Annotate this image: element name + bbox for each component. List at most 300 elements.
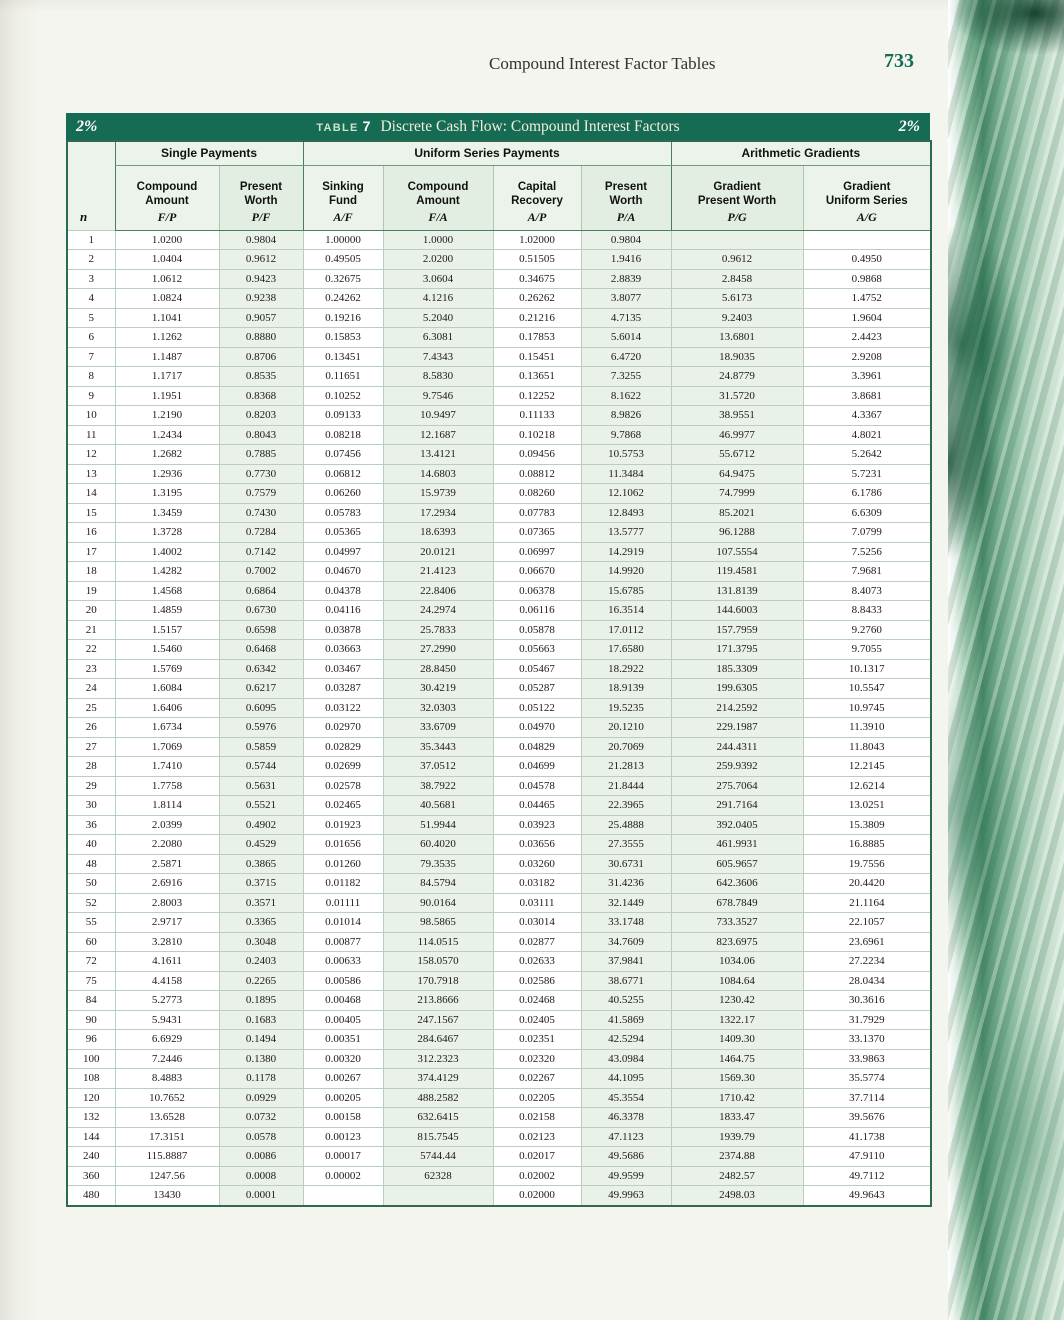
- factor-value: 158.0570: [383, 952, 493, 972]
- factor-value: 0.0732: [219, 1108, 303, 1128]
- factor-value: 44.1095: [581, 1069, 671, 1089]
- factor-value: 1.7069: [115, 737, 219, 757]
- factor-value: 392.0405: [671, 815, 803, 835]
- factor-value: 1.0200: [115, 230, 219, 250]
- n-value: 18: [67, 562, 115, 582]
- n-value: 4: [67, 289, 115, 309]
- factor-value: 14.2919: [581, 542, 671, 562]
- factor-value: 28.0434: [803, 971, 931, 991]
- factor-value: 0.00877: [303, 932, 383, 952]
- table-row: [67, 1108, 931, 1128]
- table-title-bar: [66, 113, 930, 140]
- factor-value: 0.05122: [493, 698, 581, 718]
- factor-value: 31.5720: [671, 386, 803, 406]
- table-row: [67, 1088, 931, 1108]
- factor-value: 8.8433: [803, 601, 931, 621]
- factor-value: 0.11651: [303, 367, 383, 387]
- table-row: [67, 718, 931, 738]
- factor-value: 74.7999: [671, 484, 803, 504]
- factor-value: 30.3616: [803, 991, 931, 1011]
- factor-value: 0.03656: [493, 835, 581, 855]
- factor-value: 30.6731: [581, 854, 671, 874]
- table-row: [67, 523, 931, 543]
- factor-value: 0.09133: [303, 406, 383, 426]
- factor-value: 19.5235: [581, 698, 671, 718]
- factor-value: 4.1216: [383, 289, 493, 309]
- factor-value: 1.1041: [115, 308, 219, 328]
- n-value: 25: [67, 698, 115, 718]
- factor-value: 0.3865: [219, 854, 303, 874]
- factor-value: 1.6084: [115, 679, 219, 699]
- table-row: [67, 250, 931, 270]
- factor-value: 39.5676: [803, 1108, 931, 1128]
- factor-value: 11.8043: [803, 737, 931, 757]
- factor-value: 0.05287: [493, 679, 581, 699]
- factor-value: 98.5865: [383, 913, 493, 933]
- factor-value: 9.2403: [671, 308, 803, 328]
- factor-value: 1.2682: [115, 445, 219, 465]
- factor-value: 96.1288: [671, 523, 803, 543]
- factor-value: 2374.88: [671, 1147, 803, 1167]
- factor-value: 27.2234: [803, 952, 931, 972]
- factor-value: 0.00405: [303, 1010, 383, 1030]
- factor-value: 7.9681: [803, 562, 931, 582]
- factor-value: 0.1178: [219, 1069, 303, 1089]
- factor-value: 0.15451: [493, 347, 581, 367]
- factor-value: 7.0799: [803, 523, 931, 543]
- factor-value: 823.6975: [671, 932, 803, 952]
- n-value: 72: [67, 952, 115, 972]
- factor-value: 16.3514: [581, 601, 671, 621]
- factor-value: 0.13451: [303, 347, 383, 367]
- factor-value: 20.0121: [383, 542, 493, 562]
- factor-value: 47.1123: [581, 1127, 671, 1147]
- n-value: 7: [67, 347, 115, 367]
- factor-value: 0.6468: [219, 640, 303, 660]
- factor-value: 185.3309: [671, 659, 803, 679]
- factor-value: 0.01182: [303, 874, 383, 894]
- factor-value: 2.8839: [581, 269, 671, 289]
- factor-value: 0.00633: [303, 952, 383, 972]
- table-row: [67, 971, 931, 991]
- factor-value: 733.3527: [671, 913, 803, 933]
- column-header: Present Worth P/F: [219, 165, 303, 230]
- factor-value: 10.9497: [383, 406, 493, 426]
- factor-value: 22.1057: [803, 913, 931, 933]
- factor-value: 0.04465: [493, 796, 581, 816]
- table-row: [67, 815, 931, 835]
- factor-value: 0.00002: [303, 1166, 383, 1186]
- factor-value: 6.4720: [581, 347, 671, 367]
- factor-value: 11.3910: [803, 718, 931, 738]
- factor-value: 30.4219: [383, 679, 493, 699]
- table-row: [67, 484, 931, 504]
- factor-value: 0.8880: [219, 328, 303, 348]
- factor-value: 0.0008: [219, 1166, 303, 1186]
- factor-value: 0.7579: [219, 484, 303, 504]
- factor-value: 1.0000: [383, 230, 493, 250]
- factor-value: 0.6598: [219, 620, 303, 640]
- factor-value: 6.3081: [383, 328, 493, 348]
- factor-value: 0.02320: [493, 1049, 581, 1069]
- table-row: [67, 464, 931, 484]
- table-row: [67, 386, 931, 406]
- factor-value: 23.6961: [803, 932, 931, 952]
- table-row: [67, 991, 931, 1011]
- factor-value: 0.06260: [303, 484, 383, 504]
- factor-value: 5.6173: [671, 289, 803, 309]
- factor-value: 15.6785: [581, 581, 671, 601]
- factor-value: 229.1987: [671, 718, 803, 738]
- factor-value: 0.07365: [493, 523, 581, 543]
- factor-value: 1.3459: [115, 503, 219, 523]
- factor-value: 0.06670: [493, 562, 581, 582]
- factor-value: 0.05365: [303, 523, 383, 543]
- factor-value: 25.7833: [383, 620, 493, 640]
- factor-value: 2482.57: [671, 1166, 803, 1186]
- group-header: Single Payments: [115, 141, 303, 165]
- factor-value: 144.6003: [671, 601, 803, 621]
- n-value: 17: [67, 542, 115, 562]
- factor-value: 19.7556: [803, 854, 931, 874]
- factor-value: 0.08218: [303, 425, 383, 445]
- n-value: 15: [67, 503, 115, 523]
- factor-value: 17.2934: [383, 503, 493, 523]
- page-edge-texture: [948, 0, 1064, 1320]
- factor-value: 32.0303: [383, 698, 493, 718]
- factor-value: 1.5460: [115, 640, 219, 660]
- factor-value: 0.02017: [493, 1147, 581, 1167]
- page-number: 733: [884, 50, 914, 72]
- factor-value: [383, 1186, 493, 1206]
- n-value: 1: [67, 230, 115, 250]
- factor-value: 1.0612: [115, 269, 219, 289]
- factor-value: 46.3378: [581, 1108, 671, 1128]
- table-row: [67, 367, 931, 387]
- factor-value: 0.04378: [303, 581, 383, 601]
- column-header: Gradient Uniform Series A/G: [803, 165, 931, 230]
- factor-value: 0.00468: [303, 991, 383, 1011]
- factor-value: 0.00017: [303, 1147, 383, 1167]
- factor-value: 4.3367: [803, 406, 931, 426]
- factor-value: 22.8406: [383, 581, 493, 601]
- factor-value: 33.1370: [803, 1030, 931, 1050]
- table-row: [67, 1069, 931, 1089]
- factor-value: 46.9977: [671, 425, 803, 445]
- running-header-title: Compound Interest Factor Tables: [489, 54, 716, 73]
- table-title: Discrete Cash Flow: Compound Interest Factors: [380, 117, 680, 135]
- factor-value: 213.8666: [383, 991, 493, 1011]
- table-row: [67, 308, 931, 328]
- factor-value: 114.0515: [383, 932, 493, 952]
- n-value: 13: [67, 464, 115, 484]
- factor-value: 107.5554: [671, 542, 803, 562]
- n-value: 29: [67, 776, 115, 796]
- factor-value: 90.0164: [383, 893, 493, 913]
- factor-value: 247.1567: [383, 1010, 493, 1030]
- factor-value: 8.5830: [383, 367, 493, 387]
- table-row: [67, 1166, 931, 1186]
- table-number: 7: [362, 117, 371, 134]
- factor-value: 0.00351: [303, 1030, 383, 1050]
- factor-value: 0.3571: [219, 893, 303, 913]
- factor-value: 4.4158: [115, 971, 219, 991]
- factor-value: 1.00000: [303, 230, 383, 250]
- factor-value: 1034.06: [671, 952, 803, 972]
- factor-value: 0.02002: [493, 1166, 581, 1186]
- factor-value: 0.49505: [303, 250, 383, 270]
- factor-value: 0.0929: [219, 1088, 303, 1108]
- column-header: Gradient Present Worth P/G: [671, 165, 803, 230]
- factor-value: 2.6916: [115, 874, 219, 894]
- table-row: [67, 230, 931, 250]
- factor-value: 1.4752: [803, 289, 931, 309]
- table-row: [67, 620, 931, 640]
- factor-value: 3.0604: [383, 269, 493, 289]
- factor-value: 0.02586: [493, 971, 581, 991]
- factor-value: 32.1449: [581, 893, 671, 913]
- n-value: 24: [67, 679, 115, 699]
- factor-value: 0.0001: [219, 1186, 303, 1206]
- factor-value: 2.5871: [115, 854, 219, 874]
- factor-value: 33.9863: [803, 1049, 931, 1069]
- factor-value: 0.05663: [493, 640, 581, 660]
- factor-value: 0.21216: [493, 308, 581, 328]
- factor-value: 1.4282: [115, 562, 219, 582]
- factor-value: 0.06997: [493, 542, 581, 562]
- rate-right: 2%: [898, 117, 920, 135]
- factor-value: [671, 230, 803, 250]
- factor-value: 0.00586: [303, 971, 383, 991]
- factor-value: 13430: [115, 1186, 219, 1206]
- factor-value: 37.0512: [383, 757, 493, 777]
- factor-value: 5.2642: [803, 445, 931, 465]
- factor-value: 6.1786: [803, 484, 931, 504]
- n-value: 52: [67, 893, 115, 913]
- n-value: 30: [67, 796, 115, 816]
- rate-left: 2%: [76, 117, 98, 135]
- factor-value: 1.7758: [115, 776, 219, 796]
- factor-value: 27.3555: [581, 835, 671, 855]
- factor-value: 0.03878: [303, 620, 383, 640]
- factor-value: 5.2773: [115, 991, 219, 1011]
- n-value: 21: [67, 620, 115, 640]
- factor-value: 0.04997: [303, 542, 383, 562]
- factor-value: 0.8535: [219, 367, 303, 387]
- factor-value: 1.1717: [115, 367, 219, 387]
- n-value: 14: [67, 484, 115, 504]
- factor-value: 5.2040: [383, 308, 493, 328]
- factor-value: 0.5859: [219, 737, 303, 757]
- factor-value: 0.5744: [219, 757, 303, 777]
- table-row: [67, 328, 931, 348]
- factor-value: 12.6214: [803, 776, 931, 796]
- factor-value: 1.5769: [115, 659, 219, 679]
- factor-value: 0.9804: [581, 230, 671, 250]
- factor-value: 1322.17: [671, 1010, 803, 1030]
- factor-value: 0.8203: [219, 406, 303, 426]
- factor-value: 0.7142: [219, 542, 303, 562]
- factor-value: 1409.30: [671, 1030, 803, 1050]
- factor-value: 0.02267: [493, 1069, 581, 1089]
- factor-value: 0.7430: [219, 503, 303, 523]
- factor-value: 49.9599: [581, 1166, 671, 1186]
- factor-value: 2.0200: [383, 250, 493, 270]
- table-row: [67, 601, 931, 621]
- factor-value: 0.15853: [303, 328, 383, 348]
- table-row: [67, 835, 931, 855]
- table-row: [67, 542, 931, 562]
- factor-value: 0.3365: [219, 913, 303, 933]
- factor-value: 0.6342: [219, 659, 303, 679]
- n-value: 100: [67, 1049, 115, 1069]
- table-row: [67, 874, 931, 894]
- n-value: 96: [67, 1030, 115, 1050]
- factor-value: 1464.75: [671, 1049, 803, 1069]
- factor-value: 7.3255: [581, 367, 671, 387]
- table-row: [67, 1147, 931, 1167]
- factor-value: 0.5521: [219, 796, 303, 816]
- factor-value: 33.6709: [383, 718, 493, 738]
- factor-value: 6.6309: [803, 503, 931, 523]
- factor-value: 7.4343: [383, 347, 493, 367]
- n-value: 240: [67, 1147, 115, 1167]
- factor-value: 815.7545: [383, 1127, 493, 1147]
- factor-value: 0.08260: [493, 484, 581, 504]
- factor-value: 41.1738: [803, 1127, 931, 1147]
- n-value: 120: [67, 1088, 115, 1108]
- factor-value: 25.4888: [581, 815, 671, 835]
- factor-value: 1.1487: [115, 347, 219, 367]
- factor-value: 0.06116: [493, 601, 581, 621]
- n-value: 36: [67, 815, 115, 835]
- factor-value: 21.2813: [581, 757, 671, 777]
- factor-value: 45.3554: [581, 1088, 671, 1108]
- factor-value: 12.8493: [581, 503, 671, 523]
- factor-value: 0.07456: [303, 445, 383, 465]
- factor-value: 21.4123: [383, 562, 493, 582]
- factor-value: 0.05467: [493, 659, 581, 679]
- factor-value: 49.7112: [803, 1166, 931, 1186]
- factor-value: 0.17853: [493, 328, 581, 348]
- factor-value: 2.9208: [803, 347, 931, 367]
- table-row: [67, 737, 931, 757]
- factor-value: 49.9643: [803, 1186, 931, 1206]
- factor-value: 49.9963: [581, 1186, 671, 1206]
- factor-value: 8.4883: [115, 1069, 219, 1089]
- factor-value: 0.01260: [303, 854, 383, 874]
- factor-value: 2.9717: [115, 913, 219, 933]
- factor-value: 7.2446: [115, 1049, 219, 1069]
- factor-value: 0.6095: [219, 698, 303, 718]
- factor-value: 10.5753: [581, 445, 671, 465]
- factor-value: 0.00205: [303, 1088, 383, 1108]
- factor-value: 605.9657: [671, 854, 803, 874]
- table-row: [67, 1049, 931, 1069]
- factor-value: 131.8139: [671, 581, 803, 601]
- factor-value: 18.6393: [383, 523, 493, 543]
- factor-value: 0.00267: [303, 1069, 383, 1089]
- column-header: Sinking Fund A/F: [303, 165, 383, 230]
- n-value: 132: [67, 1108, 115, 1128]
- factor-value: 115.8887: [115, 1147, 219, 1167]
- factor-value: 1.2190: [115, 406, 219, 426]
- factor-value: 0.2265: [219, 971, 303, 991]
- table-row: [67, 659, 931, 679]
- factor-value: 20.4420: [803, 874, 931, 894]
- factor-value: 0.3048: [219, 932, 303, 952]
- factor-value: 678.7849: [671, 893, 803, 913]
- factor-value: 2.4423: [803, 328, 931, 348]
- n-value: 23: [67, 659, 115, 679]
- factor-value: 14.9920: [581, 562, 671, 582]
- n-value: 19: [67, 581, 115, 601]
- factor-value: 0.6217: [219, 679, 303, 699]
- table-row: [67, 562, 931, 582]
- factor-value: 1.02000: [493, 230, 581, 250]
- factor-value: 9.7055: [803, 640, 931, 660]
- factor-value: 170.7918: [383, 971, 493, 991]
- factor-value: 0.01111: [303, 893, 383, 913]
- factor-value: 0.24262: [303, 289, 383, 309]
- factor-value: 0.1380: [219, 1049, 303, 1069]
- factor-value: 461.9931: [671, 835, 803, 855]
- factor-value: 2.8458: [671, 269, 803, 289]
- factor-value: 488.2582: [383, 1088, 493, 1108]
- factor-value: 0.01656: [303, 835, 383, 855]
- n-value: 2: [67, 250, 115, 270]
- factor-value: 0.02970: [303, 718, 383, 738]
- table-bar-center: [97, 118, 898, 136]
- table-row: [67, 425, 931, 445]
- factor-value: 55.6712: [671, 445, 803, 465]
- factor-value: 1.4859: [115, 601, 219, 621]
- factor-value: [303, 1186, 383, 1206]
- column-header: Capital Recovery A/P: [493, 165, 581, 230]
- factor-value: 12.1687: [383, 425, 493, 445]
- factor-value: 0.34675: [493, 269, 581, 289]
- factor-value: 37.9841: [581, 952, 671, 972]
- factor-value: 0.04578: [493, 776, 581, 796]
- table-row: [67, 952, 931, 972]
- factor-value: 6.6929: [115, 1030, 219, 1050]
- table-row: [67, 1010, 931, 1030]
- factor-value: 0.04829: [493, 737, 581, 757]
- factor-value: 0.2403: [219, 952, 303, 972]
- n-value: 8: [67, 367, 115, 387]
- factor-value: 0.9423: [219, 269, 303, 289]
- factor-value: 214.2592: [671, 698, 803, 718]
- n-value: 22: [67, 640, 115, 660]
- factor-value: 14.6803: [383, 464, 493, 484]
- factor-value: 15.3809: [803, 815, 931, 835]
- factor-value: 171.3795: [671, 640, 803, 660]
- factor-value: 0.00320: [303, 1049, 383, 1069]
- factor-value: 35.5774: [803, 1069, 931, 1089]
- factor-value: 16.8885: [803, 835, 931, 855]
- factor-value: 20.1210: [581, 718, 671, 738]
- factor-value: 18.9139: [581, 679, 671, 699]
- n-value: 60: [67, 932, 115, 952]
- factor-value: 9.2760: [803, 620, 931, 640]
- column-header: Compound Amount F/A: [383, 165, 493, 230]
- factor-value: 0.02578: [303, 776, 383, 796]
- factor-value: 51.9944: [383, 815, 493, 835]
- factor-value: 0.26262: [493, 289, 581, 309]
- factor-value: 0.8706: [219, 347, 303, 367]
- factor-table-block: [66, 113, 930, 1207]
- factor-value: 2.8003: [115, 893, 219, 913]
